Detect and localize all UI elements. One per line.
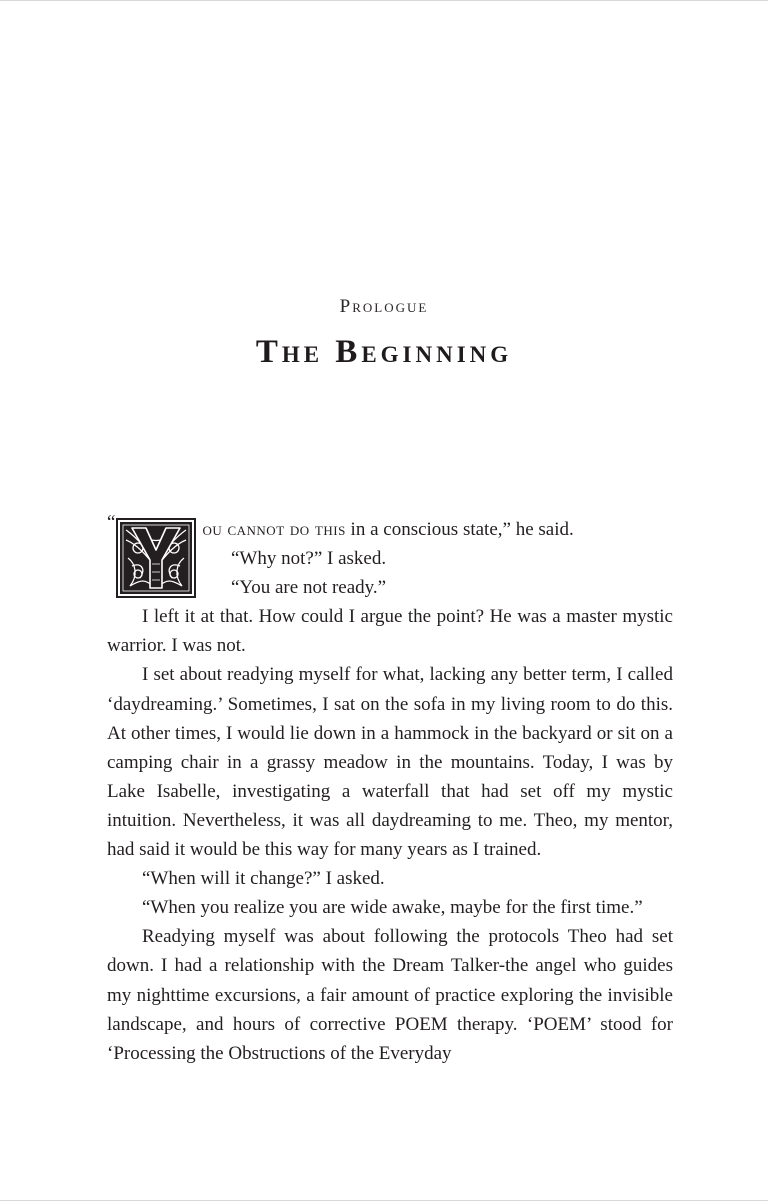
chapter-body xyxy=(107,512,673,1068)
paragraph: “You are not ready.” xyxy=(231,577,387,599)
page-top-edge xyxy=(0,0,768,1)
paragraph: “Why not?” I asked. xyxy=(231,548,387,570)
opening-rest: in a conscious state,” he said. xyxy=(345,519,574,540)
chapter-title: The Beginning xyxy=(255,334,513,370)
page-bottom-edge xyxy=(0,1200,768,1201)
opening-small-caps: ou cannot do this xyxy=(202,519,346,540)
paragraph: I set about readying myself for what, lacking any better term, I called ‘daydreaming.’ Sometimes, I sat on the sofa in my living room to do this. At other times, I would lie down in a hammock in the backyard or sit on a camping chair in a grassy meadow in the mountains. Today, I was by Lake Isabelle, investigating a waterfall that had set off my mystic intuition. Nevertheless, it was all daydreaming to me. Theo, my mentor, had said it would be this way for many years as I trained. xyxy=(107,664,673,861)
paragraph: I left it at that. How could I argue the point? He was a master mystic warrior. I was not. xyxy=(107,606,673,657)
paragraph: “When you realize you are wide awake, maybe for the first time.” xyxy=(142,897,643,919)
opening-paragraph xyxy=(107,512,673,544)
drop-cap-ornament-icon xyxy=(116,518,196,598)
paragraph: “When will it change?” I asked. xyxy=(142,868,385,890)
opening-quote-mark: “ xyxy=(107,512,116,533)
paragraph: Readying myself was about following the protocols Theo had set down. I had a relationship with the Dream Talker-the angel who guides my nighttime excursions, a fair amount of practice exploring the invisible landscape, and hours of corrective POEM therapy. ‘POEM’ stood for ‘Processing the Obstructions of the Everyday xyxy=(107,926,673,1064)
chapter-kicker: Prologue xyxy=(339,296,429,317)
